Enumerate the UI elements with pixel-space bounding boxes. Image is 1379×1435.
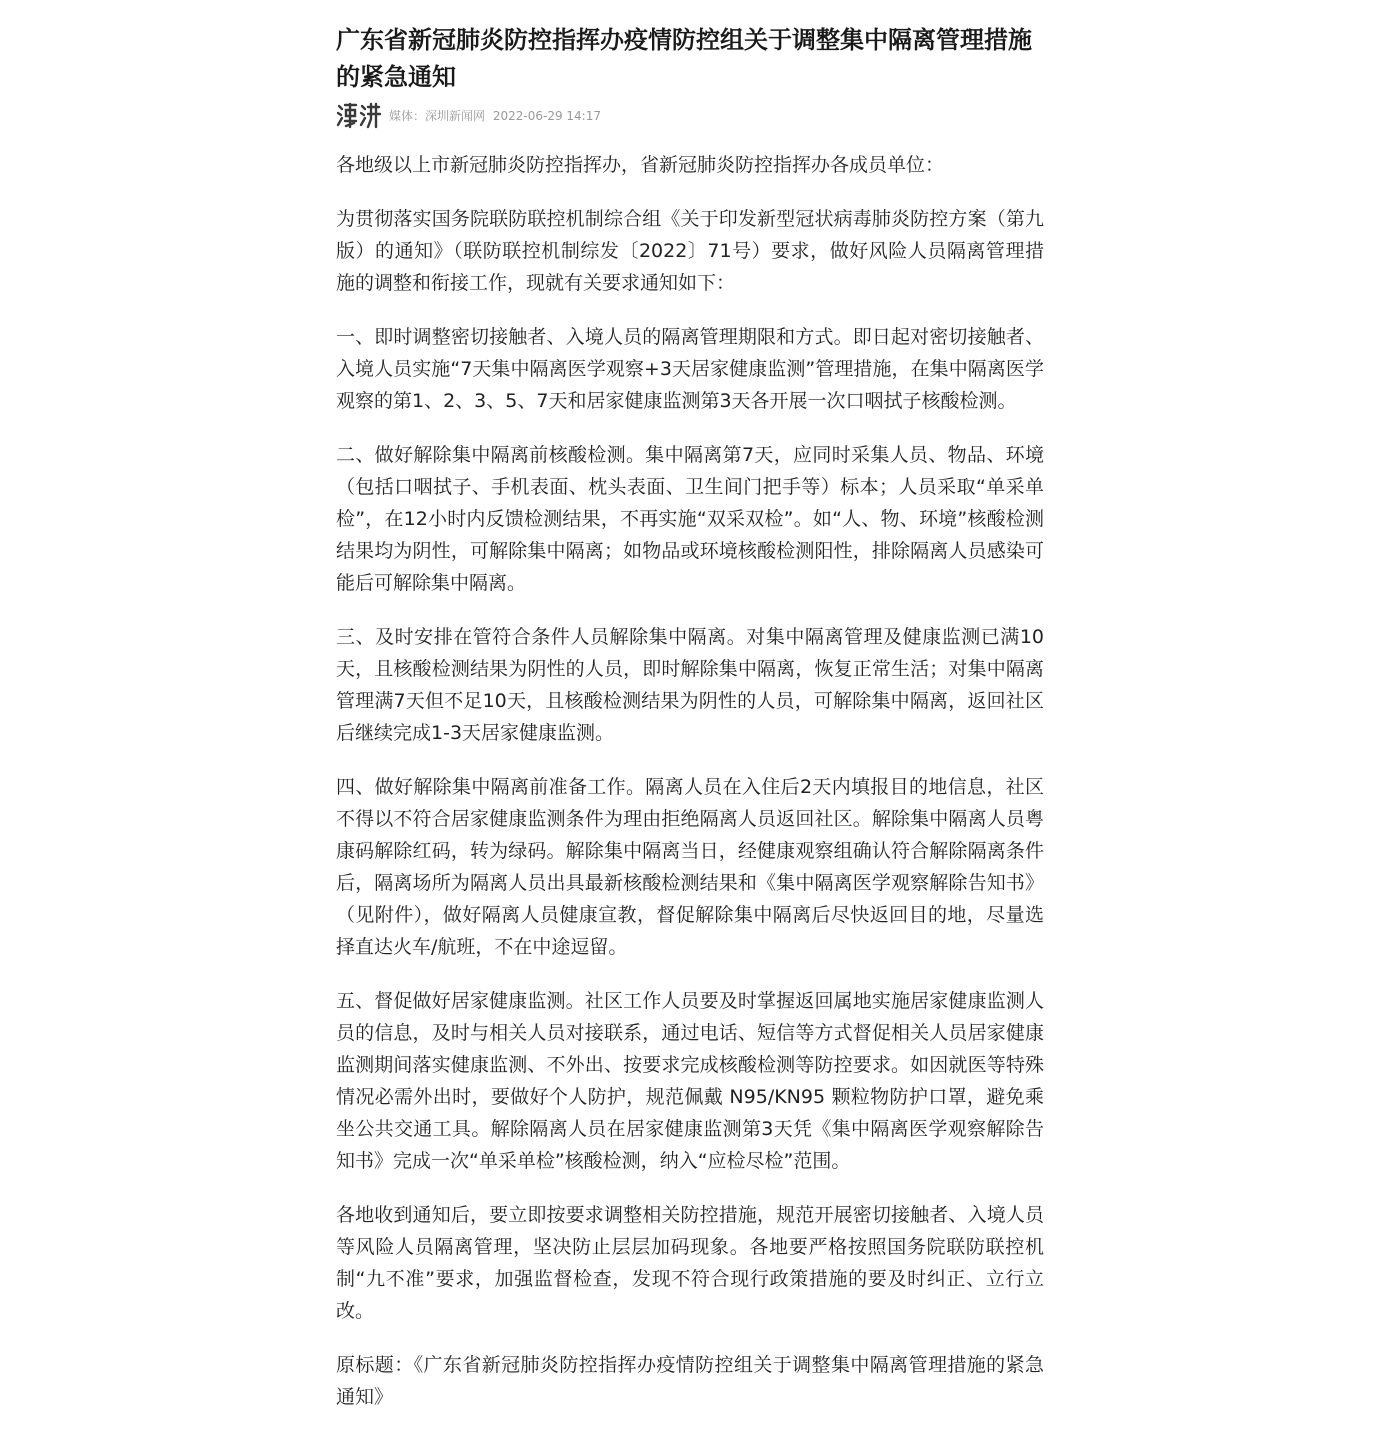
paragraph: 五、督促做好居家健康监测。社区工作人员要及时掌握返回属地实施居家健康监测人员的信息，及时与相关人员对接联系，通过电话、短信等方式督促相关人员居家健康监测期间落实健康监测、不外出、按要求完成核酸检测等防控要求。如因就医等特殊情况必需外出时，要做好个人防护，规范佩戴 N95/KN95 颗粒物防护口罩，避免乘坐公共交通工具。解除隔离人员在居家健康监测第3天凭《集中隔离医学观察解除告知书》完成一次“单采单检”核酸检测，纳入“应检尽检”范围。 [336, 990, 1044, 1172]
article-title: 广东省新冠肺炎防控指挥办疫情防控组关于调整集中隔离管理措施的紧急通知 [336, 26, 1032, 91]
article-meta [336, 101, 1044, 129]
paragraph: 四、做好解除集中隔离前准备工作。隔离人员在入住后2天内填报目的地信息，社区不得以不符合居家健康监测条件为理由拒绝隔离人员返回社区。解除集中隔离人员粤康码解除红码，转为绿码。解除集中隔离当日，经健康观察组确认符合解除隔离条件后，隔离场所为隔离人员出具最新核酸检测结果和《集中隔离医学观察解除告知书》（见附件），做好隔离人员健康宣教，督促解除集中隔离后尽快返回目的地，尽量选择直达火车/航班，不在中途逗留。 [336, 776, 1044, 958]
paragraph: 各地收到通知后，要立即按要求调整相关防控措施，规范开展密切接触者、入境人员等风险人员隔离管理，坚决防止层层加码现象。各地要严格按照国务院联防联控机制“九不准”要求，加强监督检查，发现不符合现行政策措施的要及时纠正、立行立改。 [336, 1204, 1044, 1322]
paragraph: 二、做好解除集中隔离前核酸检测。集中隔离第7天，应同时采集人员、物品、环境（包括口咽拭子、手机表面、枕头表面、卫生间门把手等）标本；人员采取“单采单检”，在12小时内反馈检测结果，不再实施“双采双检”。如“人、物、环境”核酸检测结果均为阴性，可解除集中隔离；如物品或环境核酸检测阳性，排除隔离人员感染可能后可解除集中隔离。 [336, 444, 1044, 594]
original-title: 原标题：《广东省新冠肺炎防控指挥办疫情防控组关于调整集中隔离管理措施的紧急通知》 [336, 1354, 1044, 1408]
publish-timestamp: 2022-06-29 14:17 [492, 108, 601, 123]
thepaper-logo-icon [336, 101, 382, 129]
paragraph: 三、及时安排在管符合条件人员解除集中隔离。对集中隔离管理及健康监测已满10天，且核酸检测结果为阴性的人员，即时解除集中隔离，恢复正常生活；对集中隔离管理满7天但不足10天，且核酸检测结果为阴性的人员，可解除集中隔离，返回社区后继续完成1-3天居家健康监测。 [336, 626, 1044, 744]
media-source: 媒体：深圳新闻网 [389, 108, 486, 123]
paragraph: 为贯彻落实国务院联防联控机制综合组《关于印发新型冠状病毒肺炎防控方案（第九版）的通知》（联防联控机制综发〔2022〕71号）要求，做好风险人员隔离管理措施的调整和衔接工作，现就有关要求通知如下： [336, 208, 1044, 294]
article-meta-text [389, 107, 601, 124]
paragraph: 各地级以上市新冠肺炎防控指挥办，省新冠肺炎防控指挥办各成员单位： [336, 154, 945, 176]
article [336, 22, 1044, 1435]
paragraph: 一、即时调整密切接触者、入境人员的隔离管理期限和方式。即日起对密切接触者、入境人员实施“7天集中隔离医学观察+3天居家健康监测”管理措施，在集中隔离医学观察的第1、2、3、5、7天和居家健康监测第3天各开展一次口咽拭子核酸检测。 [336, 326, 1044, 412]
article-body [336, 149, 1044, 1413]
